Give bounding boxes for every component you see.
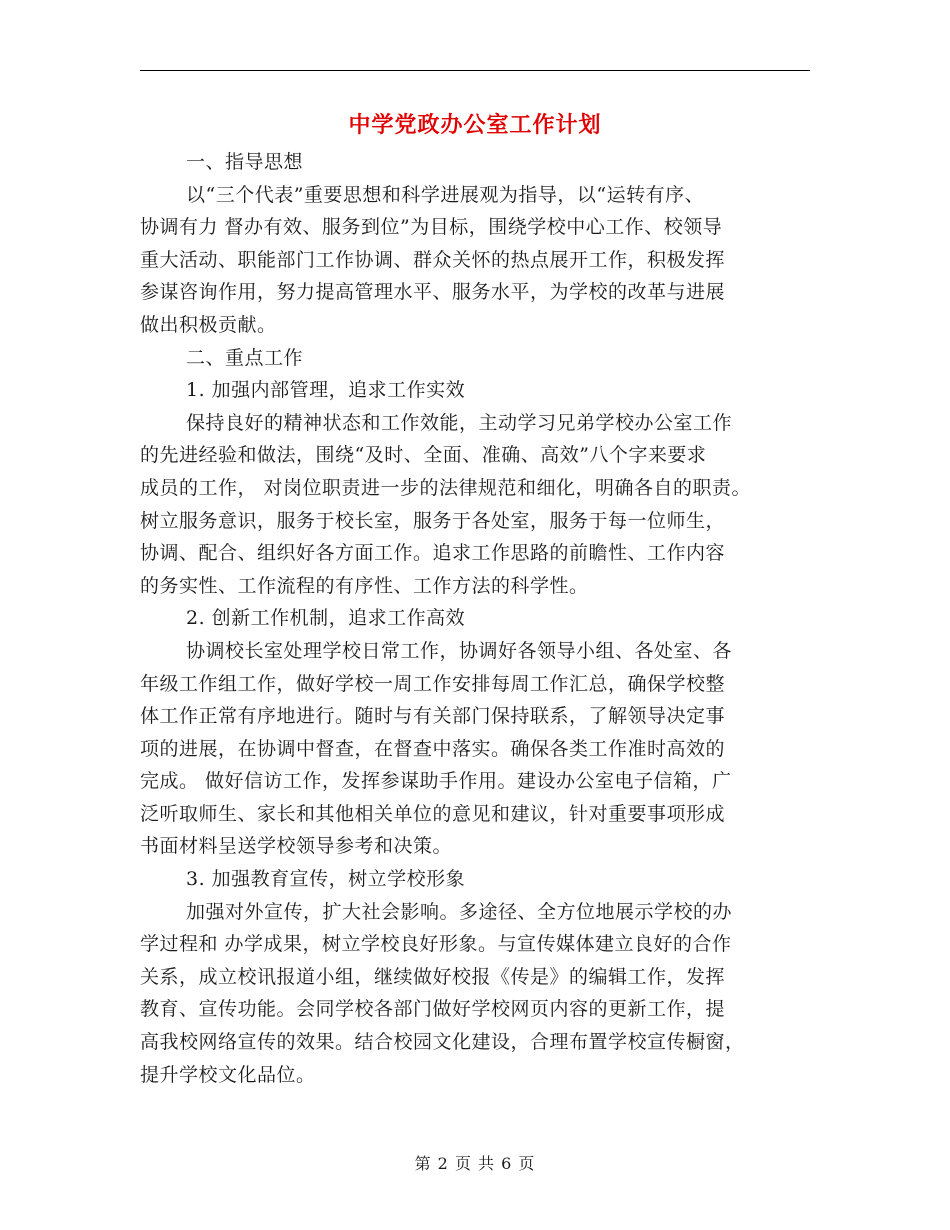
- page-number-footer: 第 2 页 共 6 页: [414, 1154, 536, 1173]
- text-line: 年级工作组工作，做好学校一周工作安排每周工作汇总，确保学校整: [140, 672, 726, 695]
- text-line: 协调有力 督办有效、服务到位”为目标，围绕学校中心工作、校领导: [140, 216, 723, 239]
- text-line: 二、重点工作: [186, 346, 304, 369]
- document-body: [140, 146, 812, 1091]
- text-line: 以“三个代表”重要思想和科学进展观为指导，以“运转有序、: [186, 183, 705, 206]
- document-title: 中学党政办公室工作计划: [348, 112, 602, 138]
- text-line: 教育、宣传功能。会同学校各部门做好学校网页内容的更新工作，提: [140, 998, 726, 1021]
- text-line: 高我校网络宣传的效果。结合校园文化建设，合理布置学校宣传橱窗，: [140, 1031, 745, 1054]
- text-line: 一、指导思想: [186, 151, 304, 173]
- text-line: 的先进经验和做法，围绕“及时、全面、准确、高效”八个字来要求: [140, 444, 707, 467]
- text-line: 体工作正常有序地进行。随时与有关部门保持联系，了解领导决定事: [140, 705, 726, 728]
- text-line: 加强对外宣传，扩大社会影响。多途径、全方位地展示学校的办: [186, 900, 733, 923]
- text-line: 书面材料呈送学校领导参考和决策。: [140, 835, 453, 858]
- text-line: 协调、配合、组织好各方面工作。追求工作思路的前瞻性、工作内容: [140, 542, 726, 565]
- header-rule: [140, 70, 810, 71]
- text-line: 参谋咨询作用，努力提高管理水平、服务水平，为学校的改革与进展: [140, 281, 726, 304]
- text-line: 做出积极贡献。: [140, 313, 277, 336]
- text-line: 协调校长室处理学校日常工作，协调好各领导小组、各处室、各: [186, 639, 733, 662]
- text-line: 学过程和 办学成果，树立学校良好形象。与宣传媒体建立良好的合作: [140, 933, 732, 956]
- text-line: 树立服务意识，服务于校长室，服务于各处室，服务于每一位师生，: [140, 509, 726, 532]
- text-line: 2. 创新工作机制，追求工作高效: [186, 607, 466, 630]
- text-line: 1. 加强内部管理，追求工作实效: [186, 379, 466, 402]
- text-line: 成员的工作， 对岗位职责进一步的法律规范和细化，明确各自的职责。: [140, 476, 752, 499]
- text-line: 3. 加强教育宣传，树立学校形象: [186, 868, 466, 891]
- text-line: 关系，成立校讯报道小组，继续做好校报《传是》的编辑工作，发挥: [140, 965, 726, 988]
- text-line: 泛听取师生、家长和其他相关单位的意见和建议，针对重要事项形成: [140, 802, 726, 825]
- text-line: 项的进展，在协调中督查，在督查中落实。确保各类工作准时高效的: [140, 737, 726, 760]
- text-line: 保持良好的精神状态和工作效能，主动学习兄弟学校办公室工作: [186, 411, 733, 434]
- text-line: 重大活动、职能部门工作协调、群众关怀的热点展开工作，积极发挥: [140, 248, 726, 271]
- text-line: 提升学校文化品位。: [140, 1063, 316, 1086]
- text-line: 的务实性、工作流程的有序性、工作方法的科学性。: [140, 574, 589, 597]
- text-line: 完成。 做好信访工作，发挥参谋助手作用。建设办公室电子信箱，广: [140, 770, 732, 793]
